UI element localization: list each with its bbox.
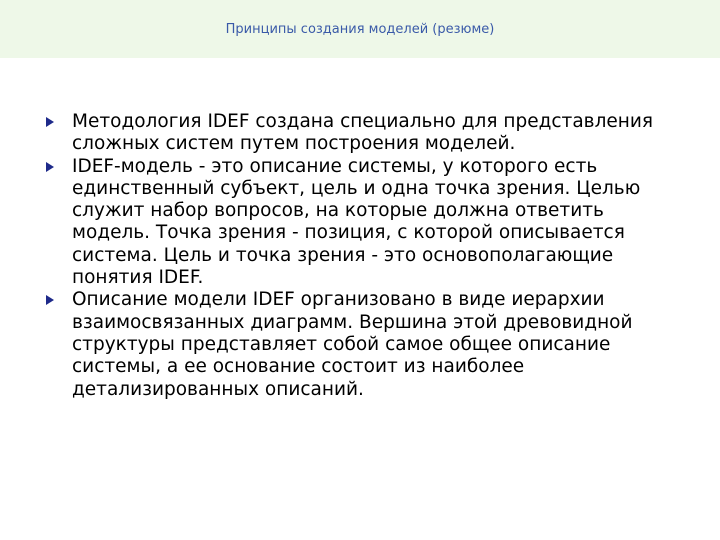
bullet-item-hierarchy (46, 289, 686, 400)
bullet-text: IDEF-модель - это описание системы, у которого есть единственный субъект, цель и одна точка зрения. Целью служит набор вопросов, на которые должна ответить модель. Точка зрения - позиция, с которой описывается система. Цель и точка зрения - это основополагающие понятия IDEF. (72, 155, 641, 289)
bullet-text: Описание модели IDEF организовано в виде иерархии взаимосвязанных диаграмм. Вершина этой древовидной структуры представляет собой самое общее описание системы, а ее основание состоит из наиболее детализированных описаний. (72, 289, 633, 400)
triangle-bullet-icon (46, 162, 54, 172)
bullet-item-idef-model (46, 156, 686, 290)
slide-title: Принципы создания моделей (резюме) (225, 22, 495, 37)
triangle-bullet-icon (46, 117, 54, 127)
bullet-item-methodology (46, 111, 686, 156)
triangle-bullet-icon (46, 295, 54, 305)
bullet-text: Методология IDEF создана специально для представления сложных систем путем построения моделей. (72, 111, 654, 155)
bullet-list (46, 111, 686, 401)
